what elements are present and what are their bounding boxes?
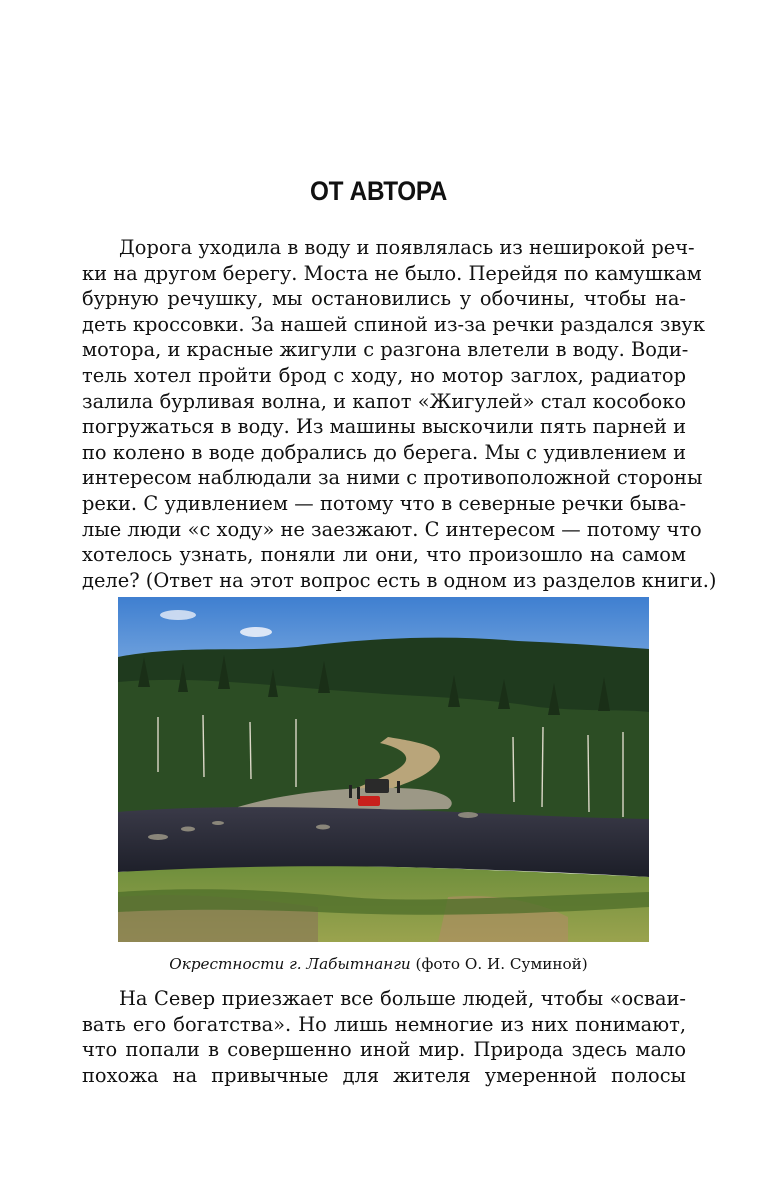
text-line: интересом наблюдали за ними с противоположной стороны <box>82 466 703 490</box>
text-line: лые люди «с ходу» не заезжают. С интересом — потому что <box>82 517 702 541</box>
river <box>118 807 649 877</box>
text-line: по колено в воде добрались до берега. Мы с удивлением и <box>82 440 686 464</box>
continuation-paragraph <box>82 986 686 1088</box>
text-line: деть кроссовки. За нашей спиной из-за речки раздался звук <box>82 312 705 336</box>
cloud <box>240 627 272 637</box>
text-line: похожа на привычные для жителя умеренной полосы <box>82 1063 686 1087</box>
text-line: Дорога уходила в воду и появлялась из неширокой реч- <box>119 236 695 259</box>
text-line: хотелось узнать, поняли ли они, что произошло на самом <box>82 543 686 567</box>
intro-paragraph <box>82 235 717 593</box>
text-line: вать его богатства». Но лишь немногие из них понимают, <box>82 1012 686 1036</box>
caption-place: Окрестности г. Лабытнанги <box>169 955 411 973</box>
red-car <box>358 796 380 806</box>
text-line: бурную речушку, мы остановились у обочины, чтобы на- <box>82 287 686 311</box>
text-line: На Север приезжает все больше людей, чтобы «осваи- <box>119 987 686 1010</box>
river-ford-photo <box>118 597 649 942</box>
photo-caption <box>0 955 757 973</box>
text-line: реки. С удивлением — потому что в северные речки быва- <box>82 491 686 515</box>
text-line: залила бурливая волна, и капот «Жигулей» стал кособоко <box>82 389 686 413</box>
dark-vehicle <box>365 779 389 793</box>
text-line: ки на другом берегу. Моста не было. Перейдя по камушкам <box>82 261 702 285</box>
caption-credit: (фото О. И. Суминой) <box>415 955 588 973</box>
text-line: мотора, и красные жигули с разгона влетели в воду. Води- <box>82 338 689 362</box>
cloud <box>160 610 196 620</box>
text-line: деле? (Ответ на этот вопрос есть в одном из разделов книги.) <box>82 568 717 592</box>
text-line: погружаться в воду. Из машины выскочили пять парней и <box>82 415 686 439</box>
text-line: тель хотел пройти брод с ходу, но мотор заглох, радиатор <box>82 363 686 387</box>
text-line: что попали в совершенно иной мир. Природа здесь мало <box>82 1038 686 1062</box>
section-title: ОТ АВТОРА <box>309 176 447 206</box>
